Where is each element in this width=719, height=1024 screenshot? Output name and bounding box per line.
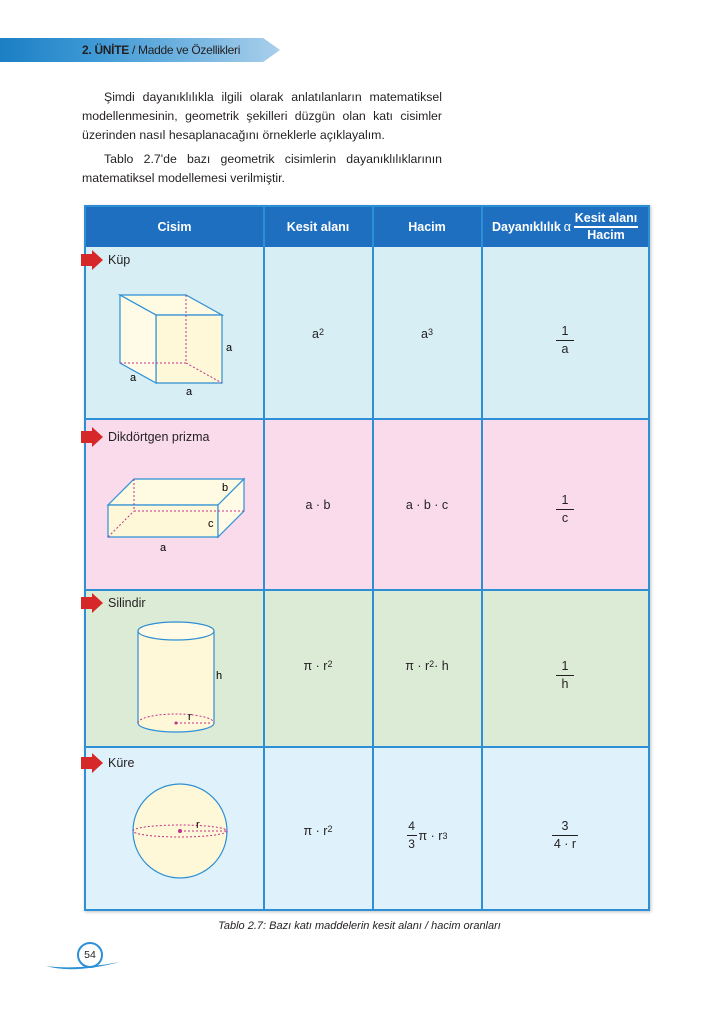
cube-icon bbox=[106, 287, 246, 397]
red-arrow-icon bbox=[80, 753, 104, 773]
kup-volume-base: a bbox=[421, 327, 428, 341]
shape-name: Küre bbox=[108, 756, 135, 770]
header-ratio-den: Hacim bbox=[587, 227, 625, 242]
table-caption: Tablo 2.7: Bazı katı maddelerin kesit alanı / hacim oranları bbox=[218, 920, 501, 932]
row-label-prizma bbox=[80, 427, 209, 447]
kup-area-base: a bbox=[312, 327, 319, 341]
red-arrow-icon bbox=[80, 427, 104, 447]
header-hacim: Hacim bbox=[408, 220, 446, 234]
sphere-dim-r: r bbox=[196, 819, 200, 831]
sphere-icon bbox=[128, 779, 232, 883]
silindir-volume-base: π · r bbox=[405, 659, 430, 673]
kup-area-exp: 2 bbox=[318, 327, 324, 337]
row-divider bbox=[86, 589, 648, 591]
silindir-volume-exp: 2 bbox=[429, 659, 435, 669]
shape-name: Dikdörtgen prizma bbox=[108, 430, 210, 444]
kup-ratio bbox=[482, 325, 648, 356]
kure-ratio-den: 4 · r bbox=[553, 837, 577, 851]
row-divider bbox=[86, 418, 648, 420]
paragraph-2: Tablo 2.7'de bazı geometrik cisimlerin dayanıklılıklarının matematiksel modellemesi verilmiştir. bbox=[82, 152, 442, 185]
row-label-kup bbox=[80, 250, 130, 270]
unit-label: 2. ÜNİTE bbox=[82, 43, 129, 57]
kure-ratio-num: 3 bbox=[561, 819, 569, 833]
silindir-ratio-num: 1 bbox=[561, 659, 569, 673]
silindir-volume bbox=[373, 659, 481, 673]
shape-name: Küp bbox=[108, 253, 131, 267]
cylinder-dim-r: r bbox=[188, 711, 192, 723]
page-number: 54 bbox=[77, 942, 103, 968]
silindir-area-exp: 2 bbox=[327, 659, 333, 669]
header-cisim: Cisim bbox=[157, 220, 192, 234]
unit-title bbox=[82, 43, 240, 57]
kure-volume-exp: 3 bbox=[442, 830, 448, 841]
shape-name: Silindir bbox=[108, 596, 146, 610]
column-divider bbox=[263, 207, 265, 909]
column-divider bbox=[372, 207, 374, 909]
cube-dim-a3: a bbox=[186, 386, 193, 397]
prism-dim-b: b bbox=[222, 482, 229, 494]
cube-dim-a: a bbox=[226, 342, 233, 354]
prizma-ratio bbox=[482, 494, 648, 525]
cube-dim-a2: a bbox=[130, 372, 137, 384]
prism-dim-c: c bbox=[208, 518, 214, 530]
prizma-volume: a · b · c bbox=[405, 498, 449, 512]
prizma-ratio-num: 1 bbox=[561, 493, 569, 507]
kure-volume-base: π · r bbox=[418, 828, 443, 843]
header-dayaniklilik bbox=[482, 207, 648, 247]
prism-dim-a: a bbox=[160, 542, 167, 554]
header-dayaniklilik-label: Dayanıklılık bbox=[491, 220, 561, 234]
row-label-silindir bbox=[80, 593, 146, 613]
alpha-symbol: α bbox=[563, 220, 572, 234]
row-label-kure bbox=[80, 753, 134, 773]
red-arrow-icon bbox=[80, 593, 104, 613]
header-ratio-num: Kesit alanı bbox=[574, 211, 638, 226]
silindir-area-base: π · r bbox=[303, 659, 328, 673]
unit-subtitle: / Madde ve Özellikleri bbox=[128, 43, 241, 57]
paragraph-1: Şimdi dayanıklılıkla ilgili olarak anlatılanların matematiksel modellenmesinin, geometrik şekilleri düzgün olan katı cisimler üzerinden nasıl hesaplanacağını örneklerle açıklayalım. bbox=[82, 90, 442, 142]
kure-volume-frac-den: 3 bbox=[408, 837, 415, 851]
prizma-area: a · b bbox=[305, 498, 331, 512]
cylinder-dim-h: h bbox=[216, 670, 223, 682]
kup-volume-exp: 3 bbox=[427, 327, 433, 337]
kup-ratio-num: 1 bbox=[561, 324, 569, 338]
prizma-ratio-den: c bbox=[561, 511, 569, 525]
kure-volume-frac-num: 4 bbox=[408, 819, 415, 833]
kup-ratio-den: a bbox=[561, 342, 569, 356]
kure-area-base: π · r bbox=[303, 824, 328, 838]
header-ratio bbox=[574, 212, 638, 242]
red-arrow-icon bbox=[80, 250, 104, 270]
kure-ratio bbox=[482, 820, 648, 851]
silindir-area bbox=[264, 659, 372, 673]
cylinder-icon bbox=[132, 617, 232, 737]
row-divider bbox=[86, 746, 648, 748]
header-kesit: Kesit alanı bbox=[286, 220, 350, 234]
silindir-ratio bbox=[482, 660, 648, 691]
rectangular-prism-icon bbox=[104, 475, 254, 555]
table-header bbox=[86, 207, 648, 247]
kure-volume bbox=[373, 820, 481, 851]
geometry-table bbox=[84, 205, 650, 911]
kure-area bbox=[264, 824, 372, 838]
silindir-volume-tail: · h bbox=[434, 659, 449, 673]
kup-volume bbox=[373, 327, 481, 341]
kure-area-exp: 2 bbox=[327, 824, 333, 834]
silindir-ratio-den: h bbox=[561, 677, 569, 691]
kup-area bbox=[264, 327, 372, 341]
column-divider bbox=[481, 207, 483, 909]
